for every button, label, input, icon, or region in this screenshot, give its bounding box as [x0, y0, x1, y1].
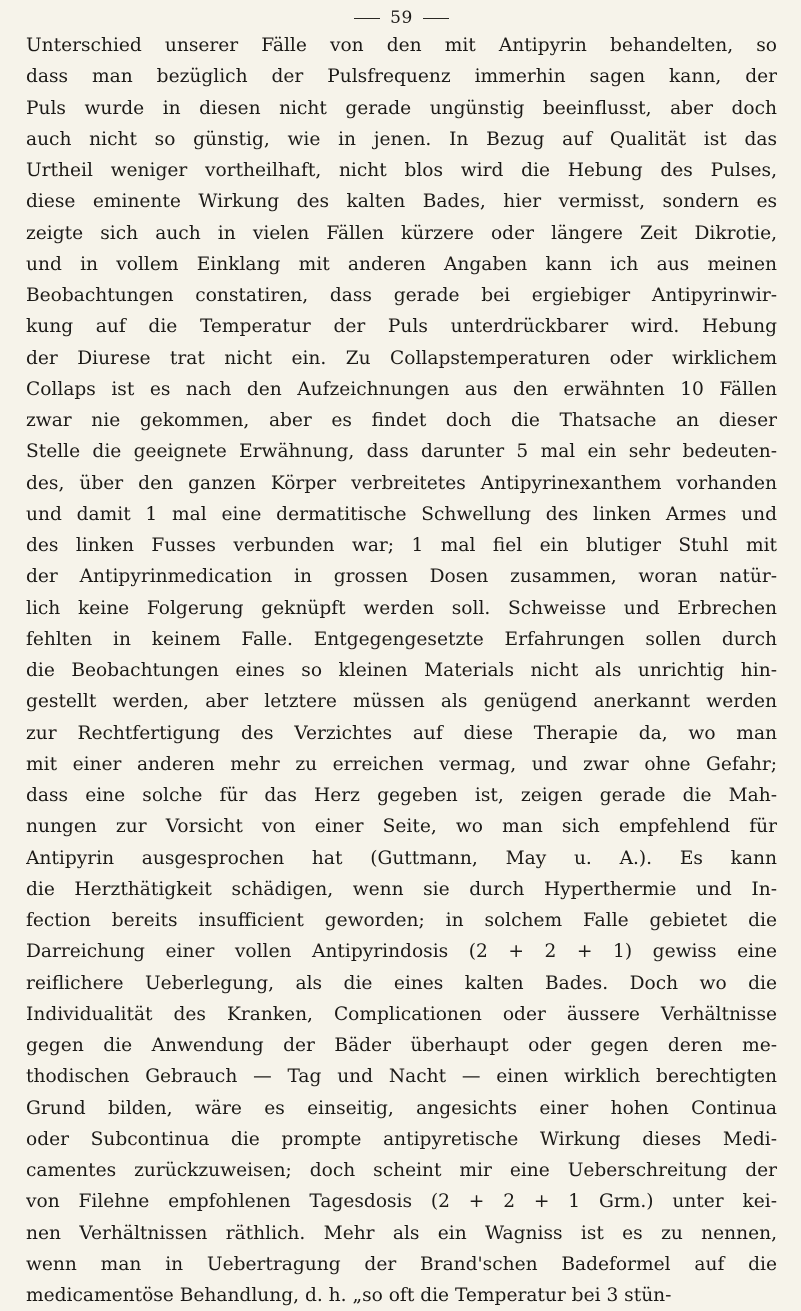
text-line: Antipyrin ausgesprochen hat (Guttmann, May u. A.). Es kann [26, 847, 777, 869]
text-line: camentes zurückzuweisen; doch scheint mir eine Ueberschreitung der [26, 1160, 777, 1181]
text-line: diese eminente Wirkung des kalten Bades, hier vermisst, sondern es [26, 191, 777, 213]
text-line: des linken Fusses verbunden war; 1 mal fiel ein blutiger Stuhl mit [26, 535, 777, 556]
text-line: mit einer anderen mehr zu erreichen vermag, und zwar ohne Gefahr; [26, 753, 777, 775]
text-line: gestellt werden, aber letztere müssen als genügend anerkannt werden [26, 691, 777, 713]
text-line: auch nicht so günstig, wie in jenen. In Bezug auf Qualität ist das [26, 128, 777, 150]
text-line: gegen die Anwendung der Bäder überhaupt oder gegen deren me- [26, 1035, 777, 1056]
text-line: fection bereits insufficient geworden; in solchem Falle gebietet die [26, 910, 777, 931]
text-line: Collaps ist es nach den Aufzeichnungen aus den erwähnten 10 Fällen [26, 378, 777, 400]
text-line: thodischen Gebrauch — Tag und Nacht — einen wirklich berechtigten [26, 1066, 777, 1088]
text-line: zwar nie gekommen, aber es findet doch die Thatsache an dieser [26, 410, 777, 431]
body-text [26, 30, 777, 1311]
text-line: zur Rechtfertigung des Verzichtes auf diese Therapie da, wo man [26, 722, 777, 744]
text-line: der Antipyrinmedication in grossen Dosen zusammen, woran natür- [26, 566, 777, 588]
page-number: 59 [390, 8, 413, 28]
text-line: oder Subcontinua die prompte antipyretische Wirkung dieses Medi- [26, 1128, 777, 1150]
text-line: reiflichere Ueberlegung, als die eines kalten Bades. Doch wo die [26, 972, 777, 994]
text-line: der Diurese trat nicht ein. Zu Collapstemperaturen oder wirklichem [26, 347, 777, 369]
text-line: Beobachtungen constatiren, dass gerade bei ergiebiger Antipyrinwir- [26, 285, 777, 306]
text-line: Stelle die geeignete Erwähnung, dass darunter 5 mal ein sehr bedeuten- [26, 441, 777, 463]
text-line: kung auf die Temperatur der Puls unterdrückbarer wird. Hebung [26, 316, 777, 338]
text-line: Grund bilden, wäre es einseitig, angesichts einer hohen Continua [26, 1097, 777, 1119]
text-line: die Herzthätigkeit schädigen, wenn sie durch Hyperthermie und In- [26, 878, 777, 900]
text-line: lich keine Folgerung geknüpft werden soll. Schweisse und Erbrechen [26, 597, 777, 619]
text-line: Unterschied unserer Fälle von den mit Antipyrin behandelten, so [26, 35, 777, 56]
text-line: wenn man in Uebertragung der Brand'schen Badeformel auf die [26, 1253, 777, 1275]
text-line: Puls wurde in diesen nicht gerade ungünstig beeinflusst, aber doch [26, 97, 777, 119]
header-dash-right [423, 18, 449, 19]
text-line: dass man bezüglich der Pulsfrequenz immerhin sagen kann, der [26, 66, 777, 88]
text-line: Darreichung einer vollen Antipyrindosis (2 + 2 + 1) gewiss eine [26, 941, 777, 963]
text-line: nen Verhältnissen räthlich. Mehr als ein Wagniss ist es zu nennen, [26, 1222, 777, 1244]
text-line: des, über den ganzen Körper verbreitetes Antipyrinexanthem vorhanden [26, 472, 777, 494]
text-line: fehlten in keinem Falle. Entgegengesetzte Erfahrungen sollen durch [26, 628, 777, 650]
text-line: zeigte sich auch in vielen Fällen kürzere oder längere Zeit Dikrotie, [26, 222, 777, 244]
text-line: medicamentöse Behandlung, d. h. „so oft die Temperatur bei 3 stün- [26, 1285, 672, 1306]
text-line: dass eine solche für das Herz gegeben ist, zeigen gerade die Mah- [26, 785, 777, 806]
text-line: von Filehne empfohlenen Tagesdosis (2 + 2 + 1 Grm.) unter kei- [26, 1191, 777, 1213]
header-dash-left [354, 18, 380, 19]
text-line: und in vollem Einklang mit anderen Angaben kann ich aus meinen [26, 253, 777, 275]
text-line: nungen zur Vorsicht von einer Seite, wo man sich empfehlend für [26, 816, 777, 838]
page-header [26, 8, 777, 28]
text-line: die Beobachtungen eines so kleinen Materials nicht als unrichtig hin- [26, 660, 777, 681]
text-line: Urtheil weniger vortheilhaft, nicht blos wird die Hebung des Pulses, [26, 160, 777, 181]
text-line: und damit 1 mal eine dermatitische Schwellung des linken Armes und [26, 503, 777, 525]
text-line: Individualität des Kranken, Complicationen oder äussere Verhältnisse [26, 1003, 777, 1025]
